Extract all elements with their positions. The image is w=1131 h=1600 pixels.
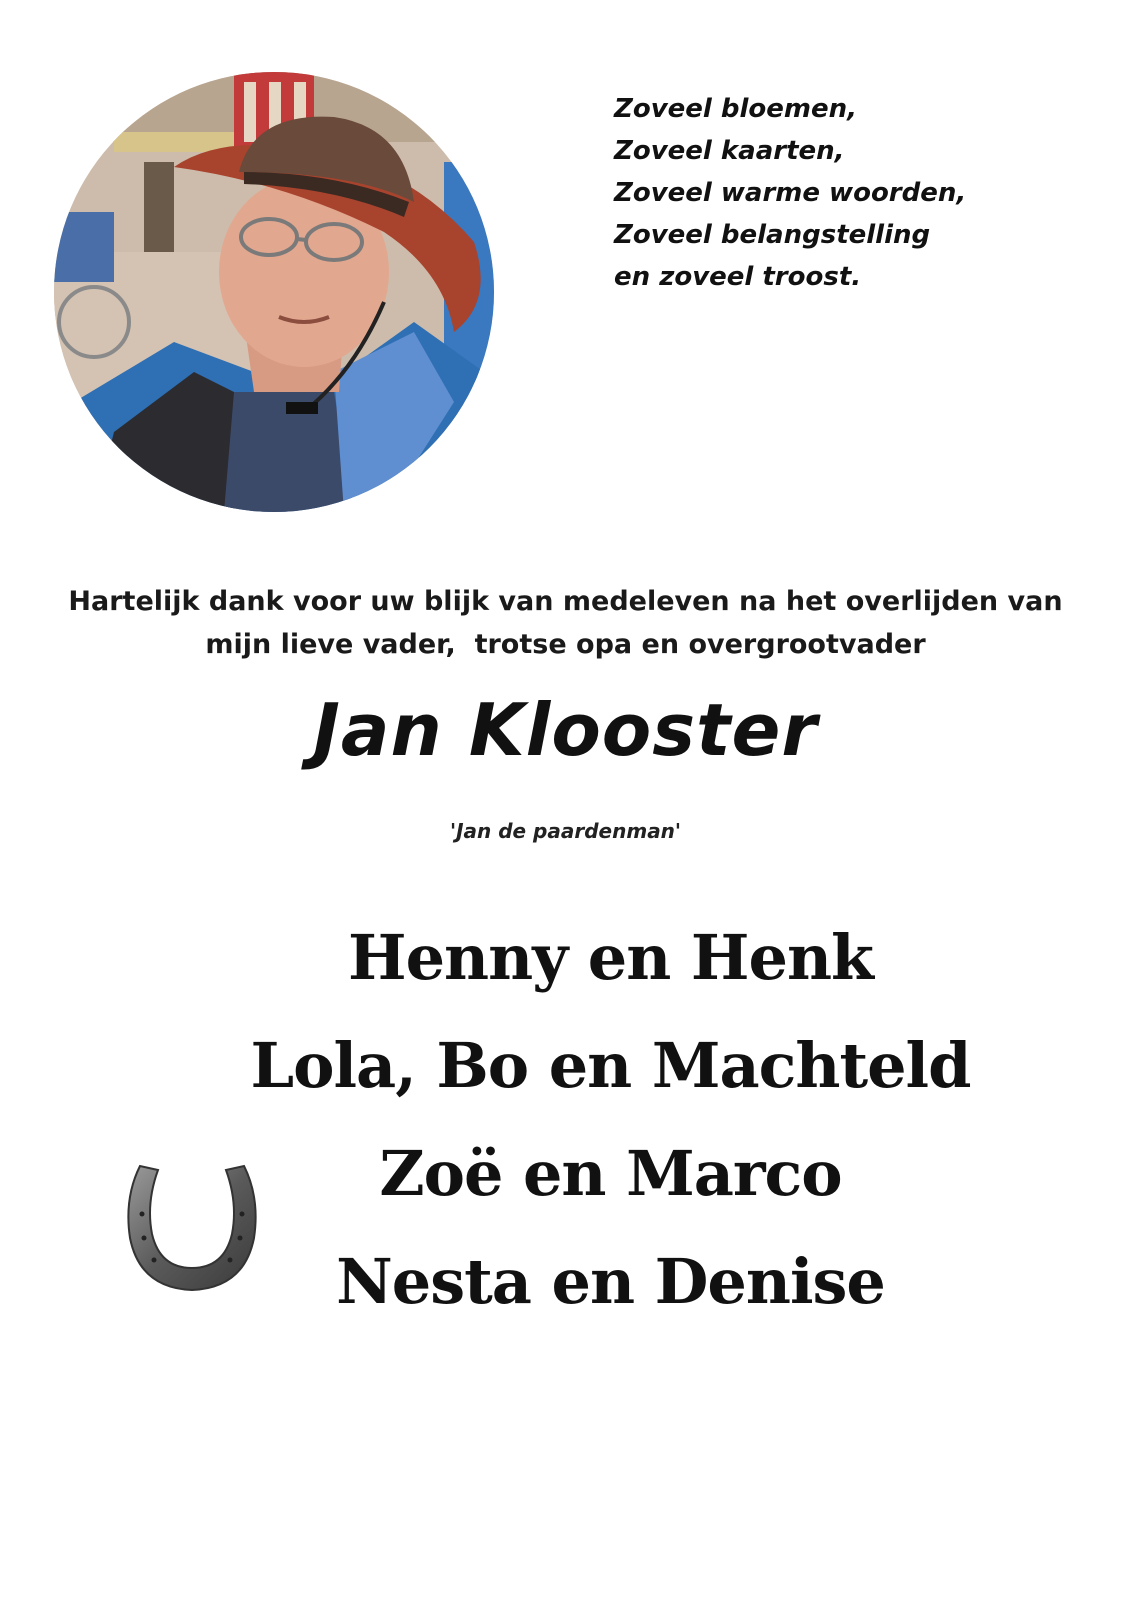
poem-line: en zoveel troost.: [614, 262, 862, 292]
portrait-photo: [54, 72, 494, 512]
poem: [614, 88, 966, 298]
poem-line: Zoveel bloemen,: [614, 94, 858, 124]
family-line: Nesta en Denise: [336, 1245, 885, 1318]
family-line: Zoë en Marco: [379, 1137, 842, 1210]
thank-you-text: [30, 580, 1101, 666]
poem-line: Zoveel warme woorden,: [614, 178, 967, 208]
horseshoe-icon: [118, 1158, 266, 1298]
deceased-nickname: 'Jan de paardenman': [449, 819, 682, 843]
family-line: Lola, Bo en Machteld: [250, 1029, 971, 1102]
deceased-name: Jan Klooster: [313, 688, 818, 772]
thank-you-line: mijn lieve vader, trotse opa en overgrootvader: [205, 629, 926, 660]
family-line: Henny en Henk: [348, 921, 873, 994]
thank-you-line: Hartelijk dank voor uw blijk van medeleven na het overlijden van: [68, 586, 1063, 617]
poem-line: Zoveel belangstelling: [614, 220, 931, 250]
poem-line: Zoveel kaarten,: [614, 136, 845, 166]
